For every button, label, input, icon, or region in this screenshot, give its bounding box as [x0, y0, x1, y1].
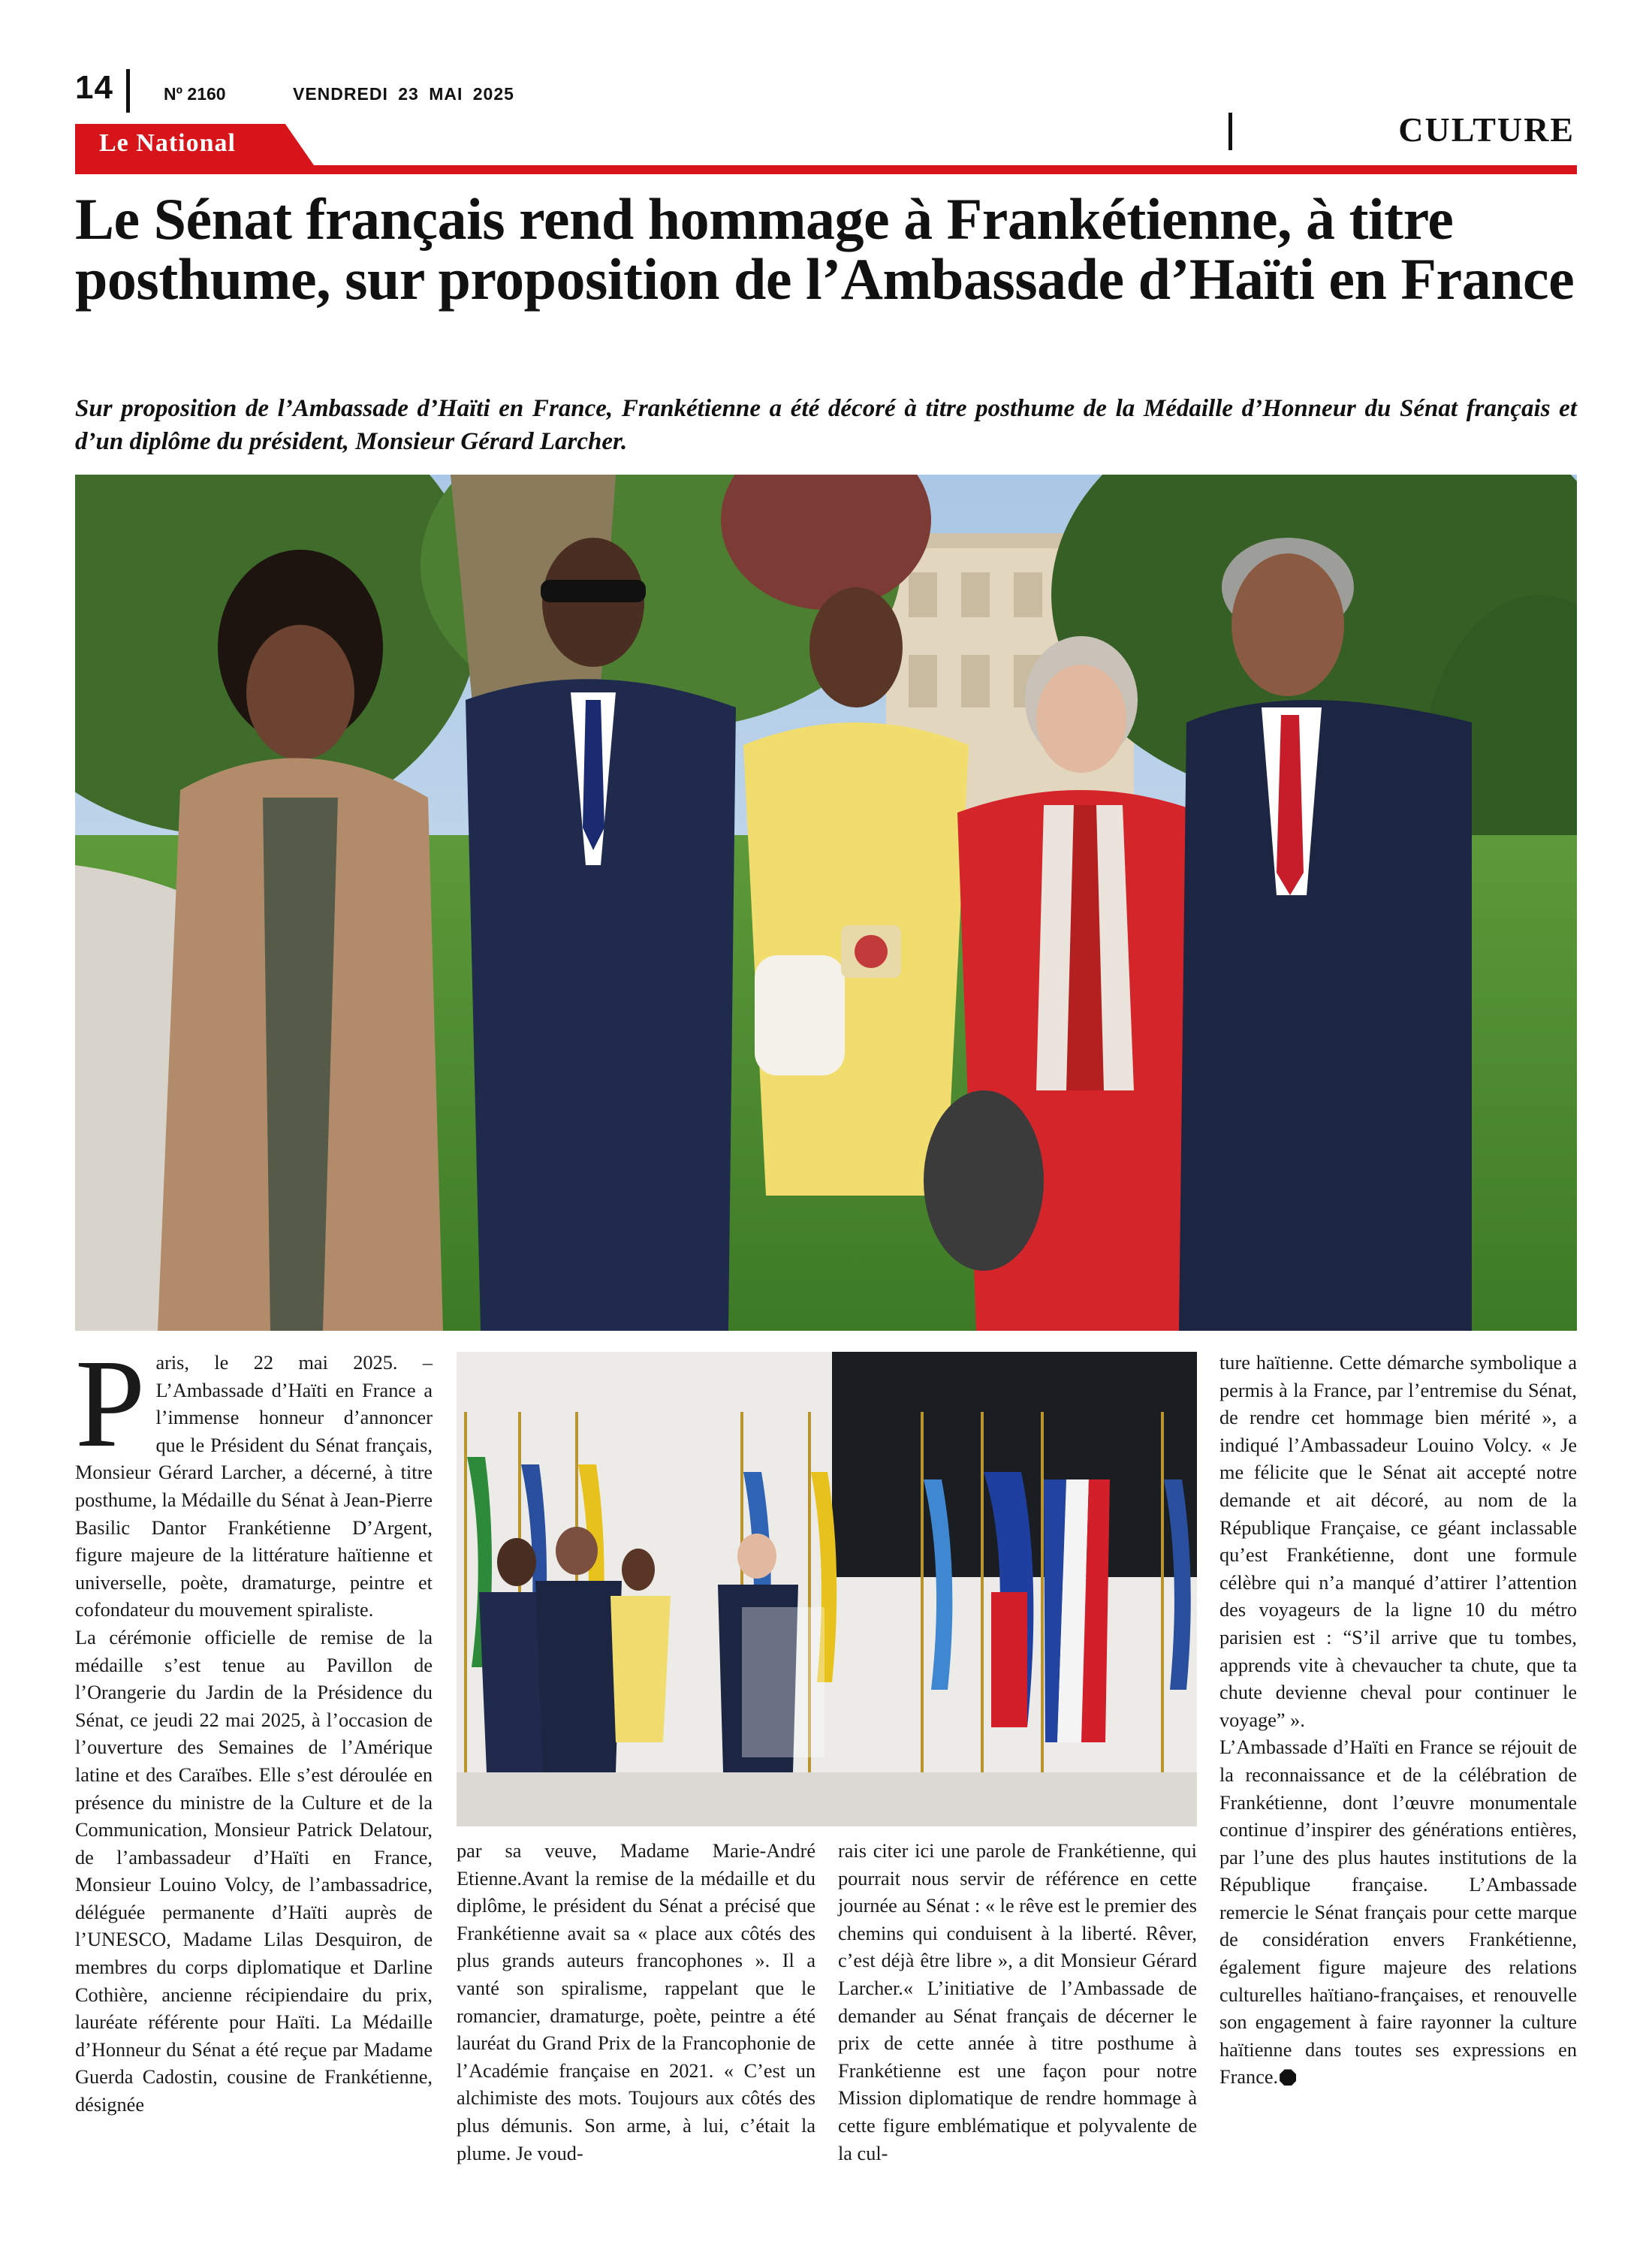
section-divider: [1228, 113, 1232, 150]
closing-paragraph-text: L’Ambassade d’Haïti en France se réjouit de la reconnaissance et de la célébration de Frankétienne, dont l’œuvre monumentale continue d’inspirer des générations entières, par l’une des plus hautes institutions de la République française. L’Ambassade remercie le Sénat français pour cette marque de considération envers Frankétienne, également figure majeure des relations culturelles haïtiano-françaises, et renouvelle son engagement à faire rayonner la culture haïtienne dans toutes ses expressions en France.: [1219, 1736, 1577, 2089]
headline: Le Sénat français rend hommage à Frankétienne, à titre posthume, sur proposition de l’Ambassade d’Haïti en France: [75, 186, 1575, 312]
issue-number: Nº 2160: [164, 84, 226, 104]
deck: Sur proposition de l’Ambassade d’Haïti en France, Frankétienne a été décoré à titre posthume de la Médaille d’Honneur du Sénat français et d’un diplôme du président, Monsieur Gérard Larcher.: [75, 395, 1577, 455]
article-column-2: [457, 1838, 815, 2167]
issue-date: VENDREDI 23 MAI 2025: [293, 84, 514, 104]
brand-name: Le National: [99, 129, 236, 157]
main-photo: [75, 475, 1577, 1331]
body-paragraph: par sa veuve, Madame Marie-André Etienne.Avant la remise de la médaille et du diplôme, le président du Sénat a précisé que Frankétienne avait sa « place aux côtés des plus grands auteurs francophones ». Il a vanté son spiralisme, rappelant que le romancier, dramaturge, poète, peintre a été lauréat du Grand Prix de la Francophonie de l’Académie française en 2021. « C’est un alchimiste des mots. Toujours aux côtés des plus démunis. Son arme, à lui, c’était la plume. Je voud-: [457, 1840, 815, 2164]
lead-paragraph-text: aris, le 22 mai 2025. – L’Ambassade d’Haïti en France a l’immense honneur d’annoncer que le Président du Sénat français, Monsieur Gérard Larcher, a décerné, à titre posthume, la Médaille du Sénat à Jean-Pierre Basilic Dantor Frankétienne D’Argent, figure majeure de la littérature haïtienne et universelle, poète, dramaturge, peintre et cofondateur du mouvement spiraliste.: [75, 1352, 433, 1621]
page-number: 14: [75, 69, 113, 106]
article-column-4: [1219, 1350, 1577, 2092]
drop-cap: P: [75, 1334, 146, 1473]
lead-paragraph: [75, 1334, 433, 1624]
article-column-1: [75, 1334, 433, 2119]
body-paragraph: rais citer ici une parole de Frankétienne, qui pourrait nous servir de référence en cette journée au Sénat : « le rêve est le premier des chemins qui conduisent à la liberté. Rêver, c’est déjà être libre », a dit Monsieur Gérard Larcher.« L’initiative de l’Ambassade de demander au Sénat français de décerner le prix de cette année à titre posthume à Frankétienne est une façon pour notre Mission diplomatique de rendre hommage à cette figure emblématique et polyvalente de la cul-: [838, 1840, 1197, 2164]
body-paragraph: La cérémonie officielle de remise de la médaille s’est tenue au Pavillon de l’Orangerie du Jardin de la Présidence du Sénat, ce jeudi 22 mai 2025, à l’occasion de l’ouverture des Semaines de l’Amérique latine et des Caraïbes. Elle s’est déroulée en présence du ministre de la Culture et de la Communication, Monsieur Patrick Delatour, de l’ambassadeur d’Haïti en France, Monsieur Louino Volcy, de l’ambassadrice, déléguée permanente d’Haïti auprès de l’UNESCO, Madame Lilas Desquiron, de membres du corps diplomatique et Darline Cothière, ancienne récipiendaire du prix, lauréate référente pour Haïti. La Médaille d’Honneur du Sénat a été reçue par Madame Guerda Cadostin, cousine de Frankétienne, désignée: [75, 1626, 433, 2116]
section-label: CULTURE: [1398, 110, 1575, 149]
end-mark-icon: [1280, 2069, 1296, 2086]
body-paragraph: ture haïtienne. Cette démarche symbolique a permis à la France, par l’entremise du Sénat, de rendre cet hommage bien mérité », a indiqué l’Ambassadeur Louino Volcy. « Je me félicite que le Sénat ait accepté notre demande et ait décoré, au nom de la République Française, ce géant inclassable qu’est Frankétienne, dont une formule célèbre qui n’a manqué d’attirer l’attention des voyageurs de la ligne 10 du métro parisien est : “S’il arrive que tu tombes, apprends vite à chevaucher ta chute, que ta chute devienne cheval pour continuer le voyage” ».: [1219, 1352, 1577, 1731]
header-divider: [126, 69, 130, 113]
header-rule: [75, 165, 1577, 174]
article-column-3: [838, 1838, 1197, 2167]
ceremony-photo: [457, 1352, 1197, 1826]
closing-paragraph: [1219, 1734, 1577, 2092]
